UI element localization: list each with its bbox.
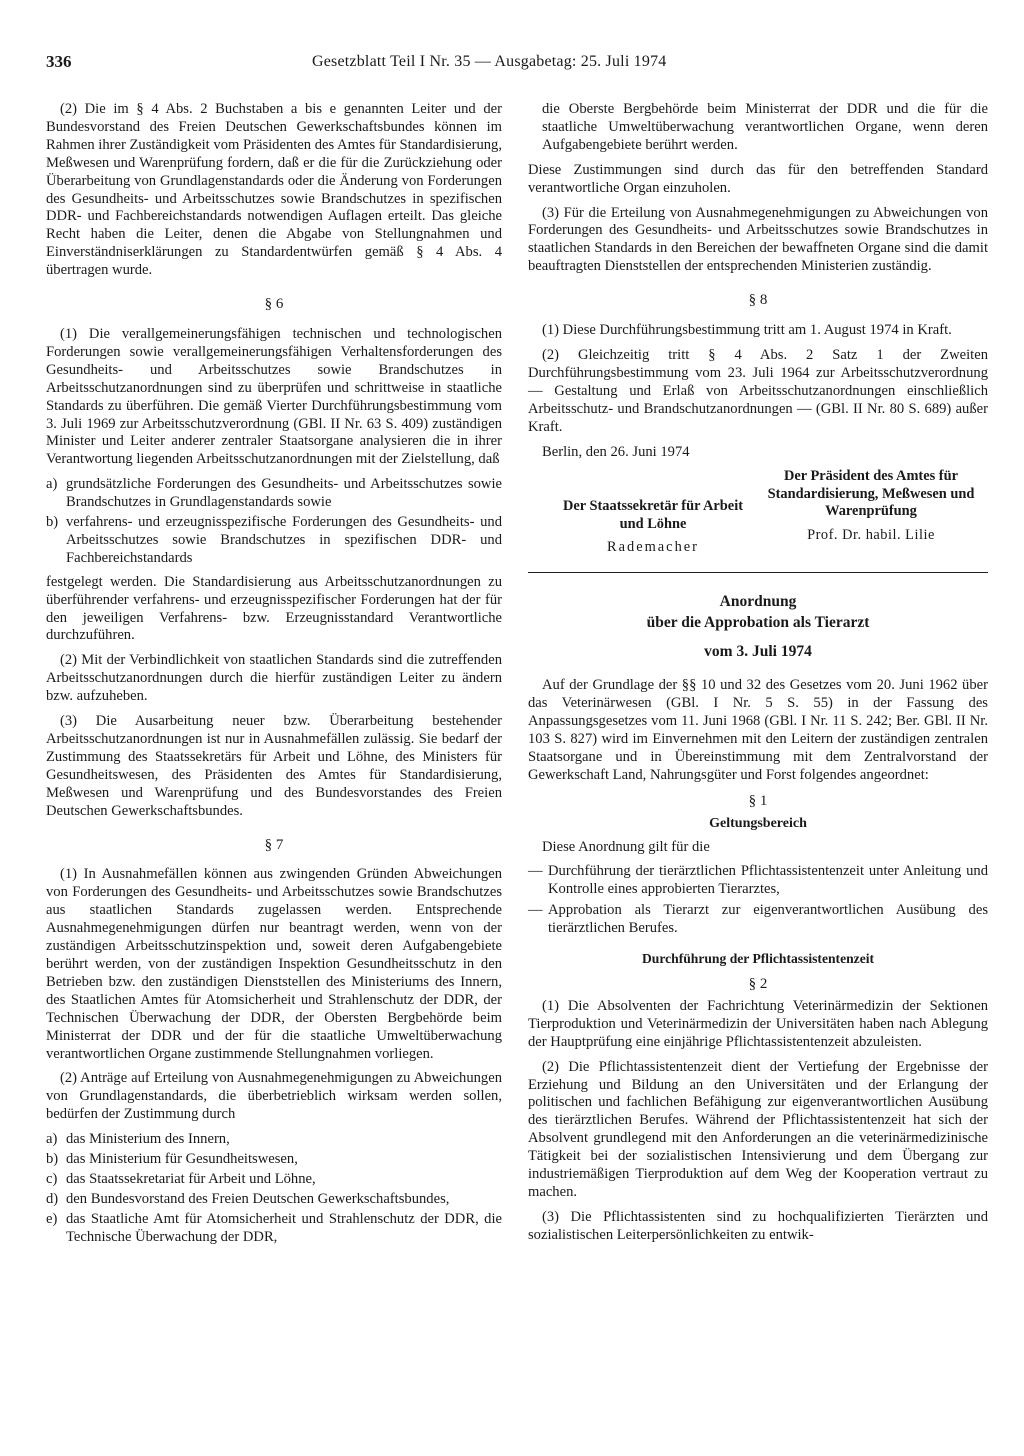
list-label: — xyxy=(528,863,543,880)
list-label: a) xyxy=(46,476,58,493)
list-text: verfahrens- und erzeugnisspezifische Forderungen des Gesundheits- und Arbeitsschutzes sowie Brandschutzes in spezifischen DDR- und Fachbereichstandards xyxy=(66,514,502,566)
signature-right xyxy=(754,468,988,544)
list-text: den Bundesvorstand des Freien Deutschen Gewerkschaftsbundes, xyxy=(66,1190,450,1207)
list-label: b) xyxy=(46,1151,59,1168)
section-2-heading: § 2 xyxy=(748,976,768,992)
signature-left-title: Der Staatssekretär für Arbeit und Löhne xyxy=(563,498,743,532)
list-item xyxy=(528,863,988,899)
list-label: c) xyxy=(46,1170,58,1187)
place-date: Berlin, den 26. Juni 1974 xyxy=(542,443,690,460)
ordinance-title-1: Anordnung xyxy=(719,593,797,611)
list-text: Approbation als Tierarzt zur eigenverantwortlichen Ausübung des tierärztlichen Berufes. xyxy=(548,902,988,937)
list-7 xyxy=(46,1131,502,1246)
paragraph-6-2: (2) Mit der Verbindlichkeit von staatlichen Standards sind die zutreffenden Arbeitsschutzanordnungen durch die hierfür zuständigen Leiter zu ändern bzw. aufzuheben. xyxy=(46,652,502,705)
list-text: das Ministerium für Gesundheitswesen, xyxy=(66,1151,298,1168)
paragraph-7-3: (3) Für die Erteilung von Ausnahmegenehmigungen zu Abweichungen von Forderungen des Gesundheits- und Arbeitsschutzes sowie Brandschutzes in staatlichen Standards in den Bereichen der bewaffneten Organe sind die damit beauftragten Dienststellen der entsprechenden Ministerien zuständig. xyxy=(528,204,988,275)
section-1-heading: § 1 xyxy=(748,792,768,809)
paragraph-2-1: (1) Die Absolventen der Fachrichtung Veterinärmedizin der Sektionen Tierproduktion und Veterinärmedizin der Universitäten haben nach Ablegung der Hauptprüfung eine einjährige Pflichtassistentenzeit abzuleisten. xyxy=(528,997,988,1050)
paragraph-7-2: (2) Anträge auf Erteilung von Ausnahmegenehmigungen zu Abweichungen von Grundlagenstandards, die überbetrieblich wirksam werden sollen, bedürfen der Zustimmung durch xyxy=(46,1070,502,1123)
ordinance-title-2: über die Approbation als Tierarzt xyxy=(646,614,870,632)
list-item xyxy=(528,902,988,938)
list-label: d) xyxy=(46,1190,59,1207)
signature-left xyxy=(560,498,746,557)
list-item xyxy=(46,1191,502,1209)
left-column xyxy=(46,101,502,1253)
divider xyxy=(528,572,988,573)
signature-left-name: Rademacher xyxy=(607,539,699,556)
list-label: a) xyxy=(46,1131,58,1148)
list-label: e) xyxy=(46,1210,58,1227)
page-header xyxy=(46,52,980,78)
signature-right-title: Der Präsident des Amtes für Standardisierung, Meßwesen und Warenprüfung xyxy=(767,468,975,520)
signature-right-name: Prof. Dr. habil. Lilie xyxy=(807,526,935,543)
paragraph-8-2: (2) Gleichzeitig tritt § 4 Abs. 2 Satz 1 der Zweiten Durchführungsbestimmung vom 23. Juli 1964 zur Arbeitsschutzverordnung — Gestaltung und Erlaß von Arbeitsschutzanordnungen einschließlich Arbeitsschutz- und Brandschutzanordnungen — (GBl. II Nr. 80 S. 689) außer Kraft. xyxy=(528,346,988,435)
right-column xyxy=(528,101,988,1252)
paragraph-8-1: (1) Diese Durchführungsbestimmung tritt am 1. August 1974 in Kraft. xyxy=(542,322,952,339)
list-item xyxy=(46,514,502,568)
section-6-heading: § 6 xyxy=(264,296,284,313)
list-label: — xyxy=(528,902,543,919)
section-7-heading: § 7 xyxy=(264,836,284,853)
pflichtassistentenzeit-heading: Durchführung der Pflichtassistentenzeit xyxy=(641,951,875,967)
paragraph-6-3: (3) Die Ausarbeitung neuer bzw. Überarbeitung bestehender Arbeitsschutzanordnungen ist nur in Ausnahmefällen zulässig. Sie bedarf der Zustimmung des Staatssekretärs für Arbeit und Löhne, des Ministers für Gesundheitswesen, des Präsidenten des Amtes für Standardisierung, Meßwesen und Warenprüfung und des Bundesvorstandes des Freien Deutschen Gewerkschaftsbundes. xyxy=(46,713,502,819)
list-text: Durchführung der tierärztlichen Pflichtassistentenzeit unter Anleitung und Kontrolle eines approbierten Tierarztes, xyxy=(548,863,988,898)
list-1 xyxy=(528,863,988,938)
ordinance-intro: Auf der Grundlage der §§ 10 und 32 des Gesetzes vom 20. Juni 1962 über das Veterinärwesen (GBl. I Nr. 5 S. 55) in der Fassung des Anpassungsgesetzes vom 11. Juni 1968 (GBl. I Nr. 11 S. 242; Ber. GBl. II Nr. 103 S. 827) wird im Einvernehmen mit den Leitern der zuständigen zentralen Staatsorgane und in Übereinstimmung mit dem Zentralvorstand der Gewerkschaft Land, Nahrungsgüter und Forst folgendes angeordnet: xyxy=(528,677,988,783)
list-item xyxy=(46,1131,502,1149)
paragraph-6-1-cont: festgelegt werden. Die Standardisierung aus Arbeitsschutzanordnungen zu überführender verfahrens- und erzeugnisspezifischer Forderungen hat der für den jeweiligen Verfahrens- bzw. Erzeugnisstandard Verantwortliche durchzuführen. xyxy=(46,573,502,644)
paragraph-5-2: (2) Die im § 4 Abs. 2 Buchstaben a bis e genannten Leiter und der Bundesvorstand des Freien Deutschen Gewerkschaftsbundes können im Rahmen ihrer Zuständigkeit vom Präsidenten des Amtes für Standardisierung, Meßwesen und Warenprüfung fordern, daß er die für die Zurückziehung oder Überarbeitung von Grundlagenstandards oder die Änderung von Forderungen des Gesundheits- und Arbeitsschutzes sowie Brandschutzes in spezifischen DDR- und Fachbereichstandards notwendigen Auflagen erteilt. Das gleiche Recht haben die Leiter, denen die Abgabe von Stellungnahmen und Einverständniserklärungen zu Standardentwürfen gemäß § 4 Abs. 4 übertragen wurde. xyxy=(46,101,502,279)
list-item xyxy=(46,1171,502,1189)
paragraph-2-2: (2) Die Pflichtassistentenzeit dient der Vertiefung der Ergebnisse der Erziehung und Bildung an den Universitäten und der Erlangung der politischen und fachlichen Befähigung zur eigenverantwortlichen Ausübung des tierärztlichen Berufes. Während der Pflichtassistentenzeit hat sich der Absolvent grundlegend mit den Anforderungen an die veterinärmedizinische Tätigkeit bei der sozialistischen Intensivierung und dem Übergang zur industriemäßigen Tierproduktion auf dem Weg der Kooperation vertraut zu machen. xyxy=(528,1058,988,1200)
ordinance-date: vom 3. Juli 1974 xyxy=(704,643,812,661)
list-item xyxy=(46,1211,502,1247)
list-text: grundsätzliche Forderungen des Gesundheits- und Arbeitsschutzes sowie Brandschutzes in Grundlagenstandards sowie xyxy=(66,476,502,511)
header-title: Gesetzblatt Teil I Nr. 35 — Ausgabetag: 25. Juli 1974 xyxy=(312,53,667,70)
paragraph-6-1: (1) Die verallgemeinerungsfähigen technischen und technologischen Forderungen sowie verallgemeinerungsfähigen Verhaltensforderungen des Gesundheits- und Arbeitsschutzes sowie Brandschutzes in Arbeitsschutzanordnungen sind zu überprüfen und schrittweise in staatliche Standards zu überführen. Die gemäß Vierter Durchführungsbestimmung vom 3. Juli 1969 zur Arbeitsschutzverordnung (GBl. II Nr. 63 S. 409) zuständigen Minister und Leiter anderer zentraler Staatsorgane analysieren die in ihrer Verantwortung liegenden Arbeitsschutzanordnungen mit der Zielstellung, daß xyxy=(46,325,502,468)
signature-block xyxy=(528,468,988,558)
paragraph-consent: Diese Zustimmungen sind durch das für den betreffenden Standard verantwortliche Organ einzuholen. xyxy=(528,161,988,196)
list-label: b) xyxy=(46,514,59,531)
paragraph-7-2-cont: die Oberste Bergbehörde beim Ministerrat der DDR und die für die staatliche Umweltüberwachung verantwortlichen Organe, wenn deren Aufgabengebiete berührt werden. xyxy=(542,101,988,153)
list-6 xyxy=(46,476,502,568)
paragraph-7-1: (1) In Ausnahmefällen können aus zwingenden Gründen Abweichungen von Forderungen des Gesundheits- und Arbeitsschutzes sowie Brandschutzes aus staatlichen Standards zugelassen werden. Entsprechende Ausnahmegenehmigungen dürfen nur beantragt werden, wenn von der zuständigen Arbeitsschutzinspektion und, soweit deren Aufgabengebiete berührt werden, von der zuständigen Inspektion Gesundheitsschutz in den Betrieben bzw. den zuständigen Dienststellen des Ministeriums des Innern, des Staatlichen Amtes für Atomsicherheit und Strahlenschutz der DDR, der Technischen Überwachung der DDR, der Obersten Bergbehörde beim Ministerrat der DDR und der für die staatliche Umweltüberwachung verantwortlichen Organe zustimmende Stellungnahmen vorliegen. xyxy=(46,866,502,1062)
list-text: das Staatssekretariat für Arbeit und Löhne, xyxy=(66,1170,316,1187)
paragraph-1-intro: Diese Anordnung gilt für die xyxy=(542,838,710,855)
scope-heading: Geltungsbereich xyxy=(709,815,807,831)
list-item xyxy=(46,476,502,512)
page-number: 336 xyxy=(46,52,72,71)
list-item xyxy=(46,1151,502,1169)
list-text: das Staatliche Amt für Atomsicherheit und Strahlenschutz der DDR, die Technische Überwachung der DDR, xyxy=(66,1210,502,1245)
section-8-heading: § 8 xyxy=(748,292,768,309)
list-text: das Ministerium des Innern, xyxy=(66,1131,230,1148)
paragraph-2-3: (3) Die Pflichtassistenten sind zu hochqualifizierten Tierärzten und sozialistischen Leiterpersönlichkeiten zu entwik- xyxy=(528,1208,988,1243)
